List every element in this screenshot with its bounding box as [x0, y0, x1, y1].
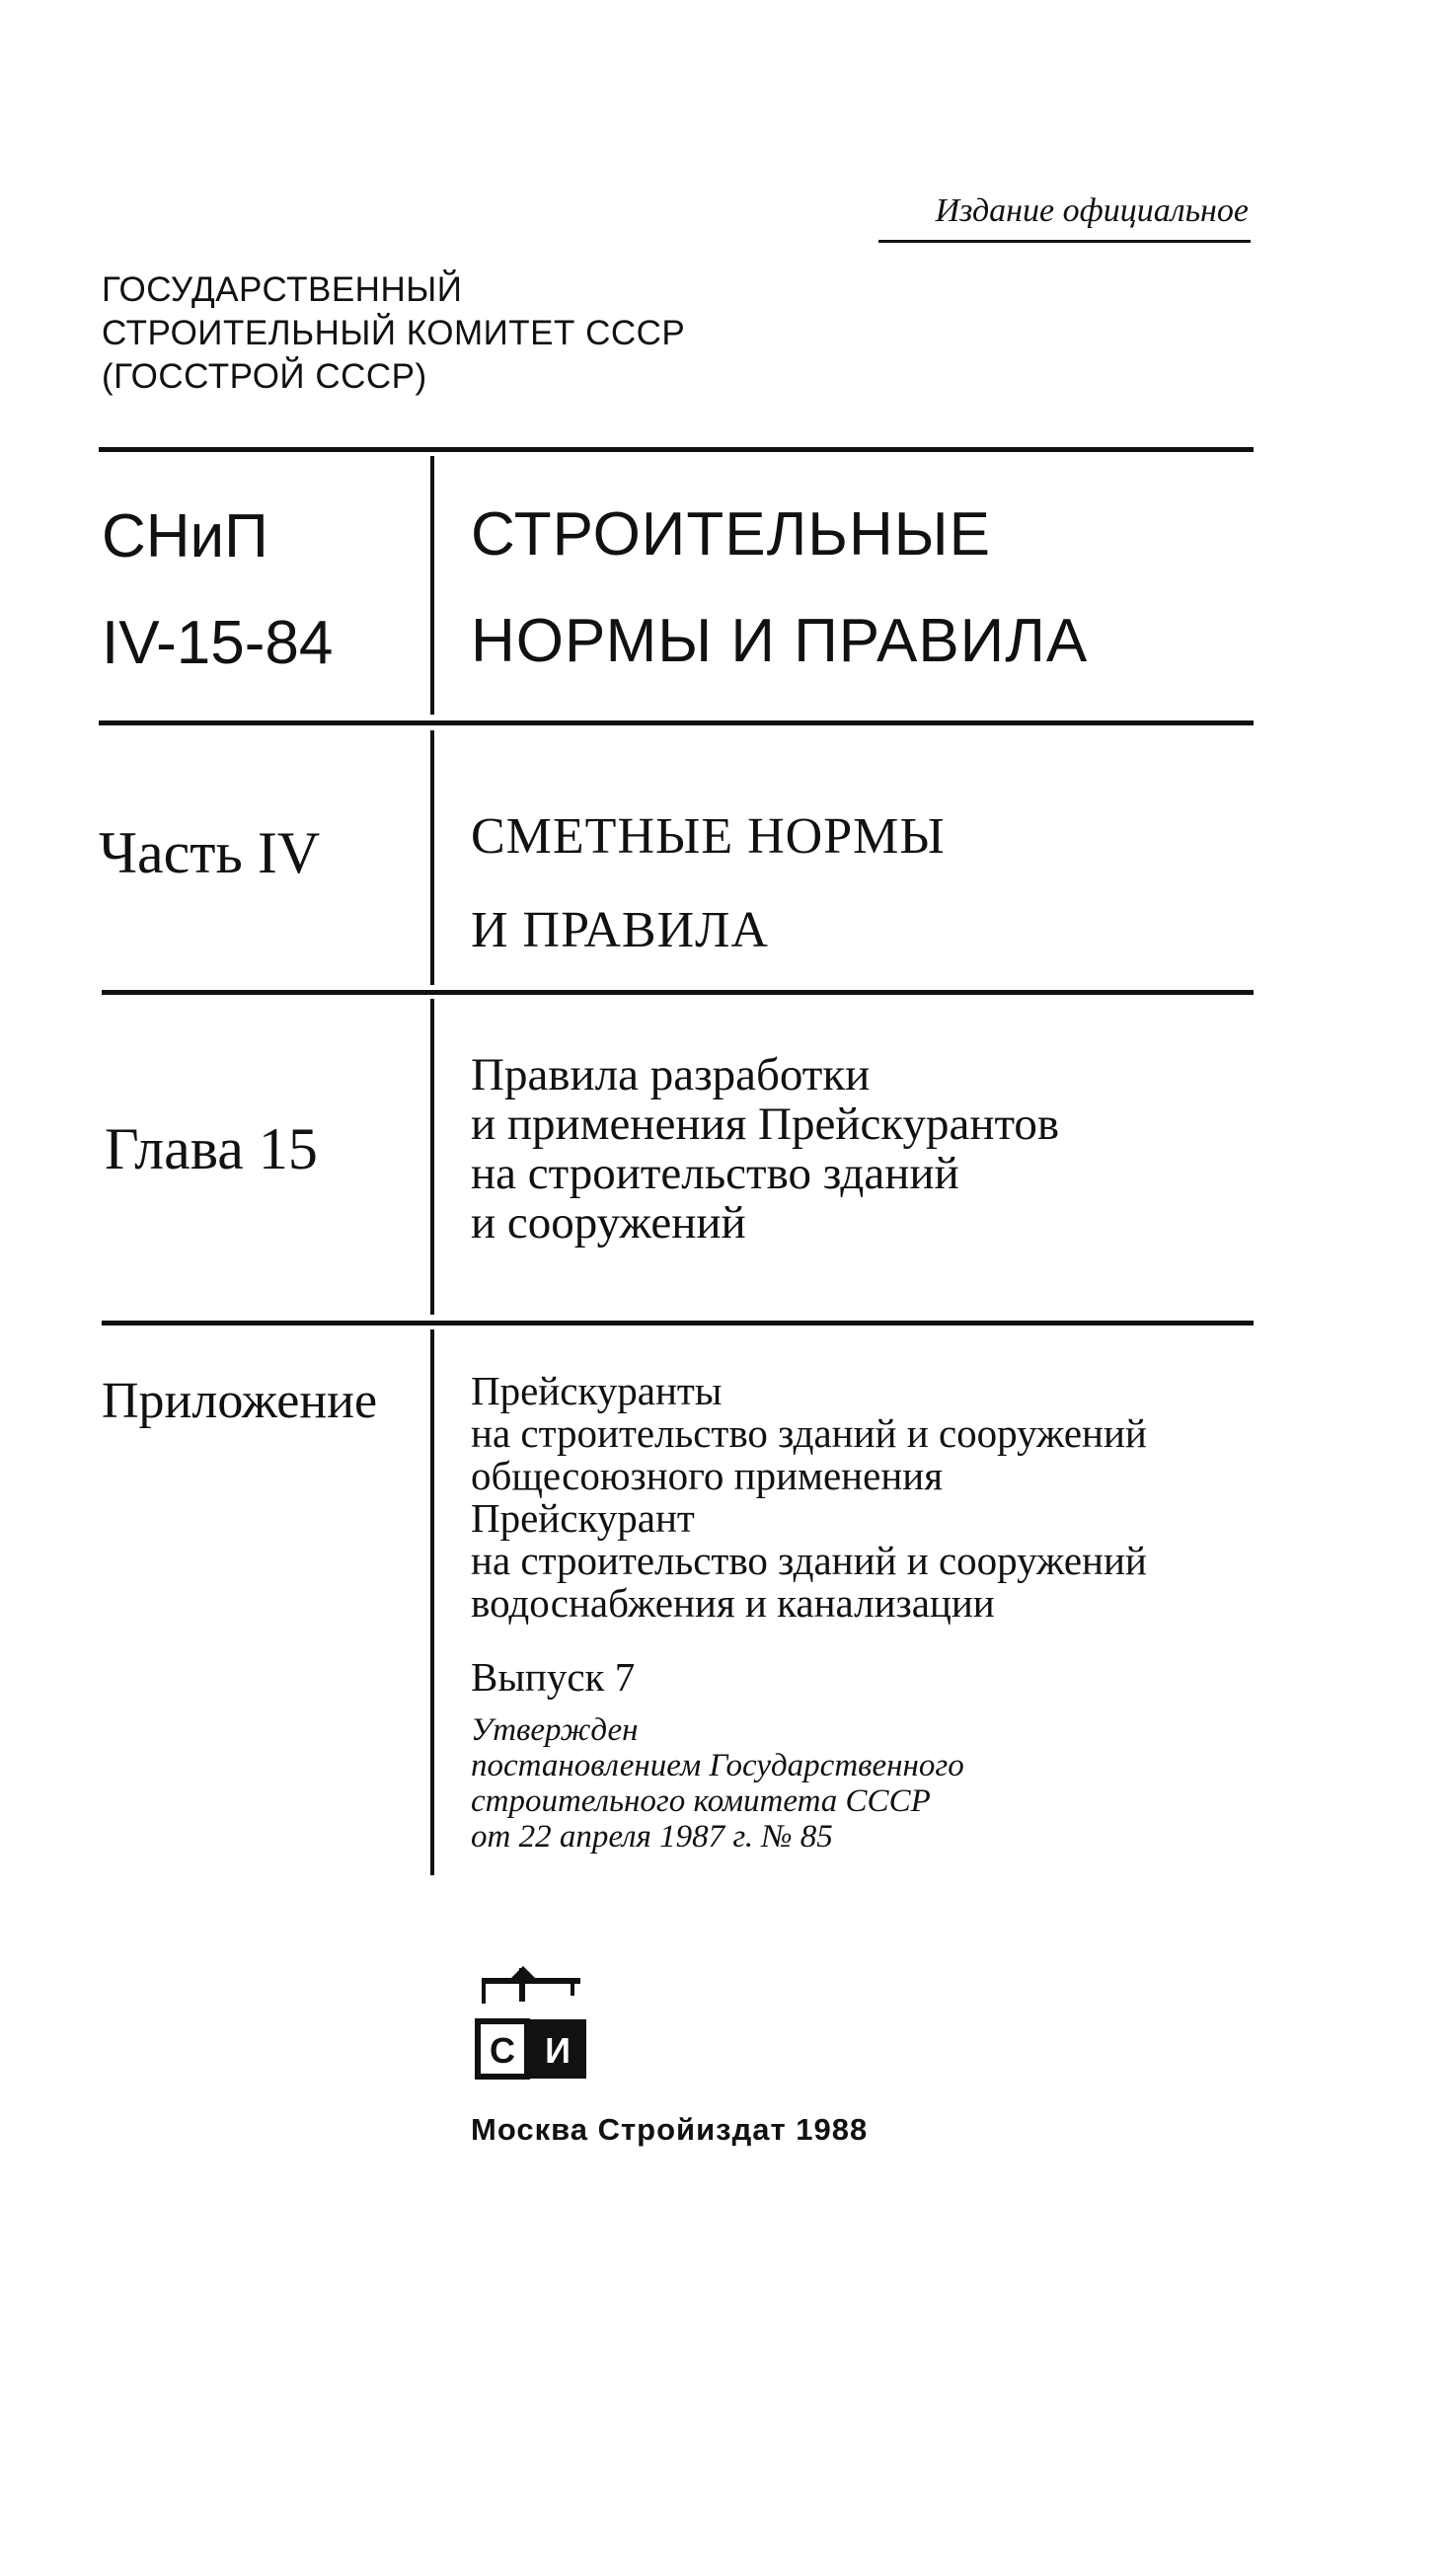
column-divider — [430, 999, 434, 1315]
logo-letter: С — [490, 2030, 515, 2071]
column-divider — [430, 730, 434, 985]
appendix-label: Приложение — [102, 1373, 378, 1429]
appendix-line: Прейскуранты — [471, 1368, 723, 1413]
organization-line: СТРОИТЕЛЬНЫЙ КОМИТЕТ СССР — [102, 314, 686, 352]
appendix-line: на строительство зданий и сооружений — [471, 1538, 1147, 1583]
snip-title — [471, 482, 1088, 695]
part-label: Часть IV — [99, 820, 321, 885]
divider-part — [102, 990, 1254, 995]
edition-underline — [878, 240, 1251, 243]
chapter-title-line: и сооружений — [471, 1197, 746, 1249]
approval-note — [471, 1712, 964, 1855]
snip-title-line: СТРОИТЕЛЬНЫЕ — [471, 500, 991, 568]
chapter-title-line: и применения Прейскурантов — [471, 1099, 1060, 1150]
edition-note: Издание официальное — [935, 192, 1249, 229]
chapter-title-line: Правила разработки — [471, 1049, 871, 1100]
column-divider — [430, 456, 434, 715]
organization-line: (ГОССТРОЙ СССР) — [102, 357, 427, 396]
organization-block — [102, 268, 685, 399]
organization-line: ГОСУДАРСТВЕННЫЙ — [102, 270, 463, 309]
appendix-text — [471, 1370, 1147, 1625]
column-divider — [430, 1329, 434, 1875]
logo-letter: И — [545, 2030, 571, 2071]
snip-code-line: СНиП — [102, 502, 268, 570]
appendix-line: Прейскурант — [471, 1495, 695, 1541]
chapter-title-line: на строительство зданий — [471, 1148, 959, 1199]
part-title-line: И ПРАВИЛА — [471, 902, 769, 958]
approval-line: от 22 апреля 1987 г. № 85 — [471, 1819, 833, 1855]
snip-code-line: IV-15-84 — [102, 609, 334, 677]
part-title — [471, 790, 946, 977]
chapter-label: Глава 15 — [105, 1116, 318, 1181]
issue-number: Выпуск 7 — [471, 1654, 636, 1700]
appendix-line: общесоюзного применения — [471, 1453, 944, 1498]
appendix-line: водоснабжения и канализации — [471, 1580, 995, 1626]
divider-chapter — [102, 1321, 1254, 1326]
snip-title-line: НОРМЫ И ПРАВИЛА — [471, 607, 1089, 675]
chapter-title — [471, 1050, 1059, 1248]
publisher-line: Москва Стройиздат 1988 — [471, 2112, 869, 2147]
snip-code — [102, 484, 333, 697]
approval-line: Утвержден — [471, 1712, 639, 1748]
divider-snip — [99, 720, 1254, 725]
part-title-line: СМЕТНЫЕ НОРМЫ — [471, 808, 946, 865]
appendix-line: на строительство зданий и сооружений — [471, 1410, 1147, 1456]
stroyizdat-logo-icon — [472, 1964, 590, 2083]
approval-line: постановлением Государственного — [471, 1748, 964, 1783]
divider-top — [99, 447, 1254, 452]
approval-line: строительного комитета СССР — [471, 1783, 931, 1819]
